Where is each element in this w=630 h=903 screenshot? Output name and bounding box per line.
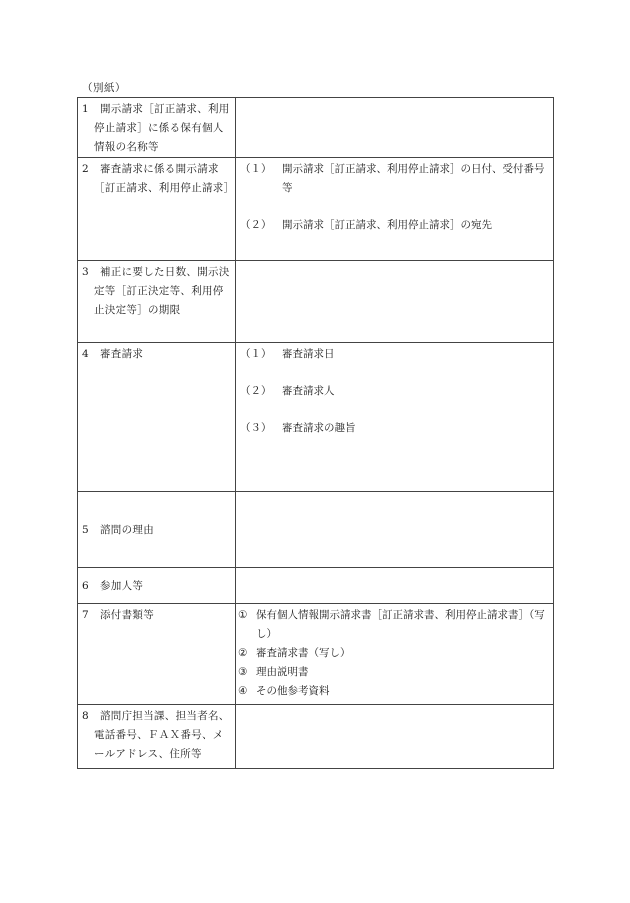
page-label: （別紙） (82, 82, 126, 94)
item-number: （１） (240, 348, 272, 360)
item-number: ④ (238, 685, 248, 697)
table-row (78, 604, 554, 705)
table-row (78, 98, 554, 158)
item-number: （３） (240, 422, 272, 434)
row-content-cell (236, 98, 554, 158)
row-number: 3 (82, 266, 89, 278)
item-text: 開示請求［訂正請求、利用停止請求］の日付、受付番号等 (282, 163, 545, 194)
row-content-cell (236, 492, 554, 568)
table-row (78, 568, 554, 604)
row-content-cell (236, 568, 554, 604)
row-label-cell (78, 261, 236, 343)
row-label: 添付書類等 (100, 609, 154, 621)
item-number: ③ (238, 666, 248, 678)
table-row (78, 261, 554, 343)
row-number: 7 (82, 609, 89, 621)
item-text: その他参考資料 (256, 685, 330, 697)
row-number: 6 (82, 580, 89, 592)
item-text: 審査請求人 (282, 385, 335, 397)
row-label-cell (78, 604, 236, 705)
table-row (78, 343, 554, 492)
item-text: 審査請求の趣旨 (282, 422, 356, 434)
content-item (240, 345, 550, 364)
row-label: 諮問庁担当課、担当者名、電話番号、ＦＡＸ番号、メールアドレス、住所等 (94, 710, 230, 760)
item-number: （２） (240, 219, 272, 231)
row-number: 1 (82, 103, 89, 115)
item-number: （２） (240, 385, 272, 397)
item-text: 保有個人情報開示請求書［訂正請求書、利用停止請求書］（写し） (256, 609, 545, 640)
content-item (238, 663, 552, 682)
row-label-cell (78, 568, 236, 604)
row-label: 諮問の理由 (100, 524, 154, 536)
row-label: 審査請求 (100, 348, 144, 360)
row-label-cell (78, 98, 236, 158)
row-label-cell (78, 158, 236, 261)
content-item (238, 682, 552, 701)
content-item (240, 216, 550, 235)
item-number: （１） (240, 163, 272, 175)
row-content-cell (236, 158, 554, 261)
row-content-cell (236, 261, 554, 343)
row-label: 開示請求［訂正請求、利用停止請求］に係る保有個人情報の名称等 (94, 103, 230, 153)
row-content-cell (236, 604, 554, 705)
row-label: 審査請求に係る開示請求［訂正請求、利用停止請求］ (94, 163, 235, 194)
row-number: 4 (82, 348, 89, 360)
item-number: ① (238, 609, 248, 621)
item-text: 理由説明書 (256, 666, 309, 678)
row-number: 8 (82, 710, 89, 722)
row-label-cell (78, 492, 236, 568)
row-label-cell (78, 705, 236, 769)
item-text: 開示請求［訂正請求、利用停止請求］の宛先 (282, 219, 492, 231)
table-row (78, 158, 554, 261)
table-row (78, 492, 554, 568)
item-text: 審査請求日 (282, 348, 335, 360)
content-item (240, 382, 550, 401)
content-item (240, 419, 550, 438)
row-number: 2 (82, 163, 89, 175)
content-item (238, 606, 552, 644)
content-item (240, 160, 550, 198)
table-row (78, 705, 554, 769)
form-table (77, 97, 554, 769)
row-label: 参加人等 (100, 580, 144, 592)
item-text: 審査請求書（写し） (256, 647, 351, 659)
content-item (238, 644, 552, 663)
item-number: ② (238, 647, 248, 659)
row-content-cell (236, 343, 554, 492)
row-number: 5 (82, 524, 89, 536)
row-label: 補正に要した日数、開示決定等［訂正決定等、利用停止決定等］の期限 (94, 266, 230, 316)
row-content-cell (236, 705, 554, 769)
row-label-cell (78, 343, 236, 492)
